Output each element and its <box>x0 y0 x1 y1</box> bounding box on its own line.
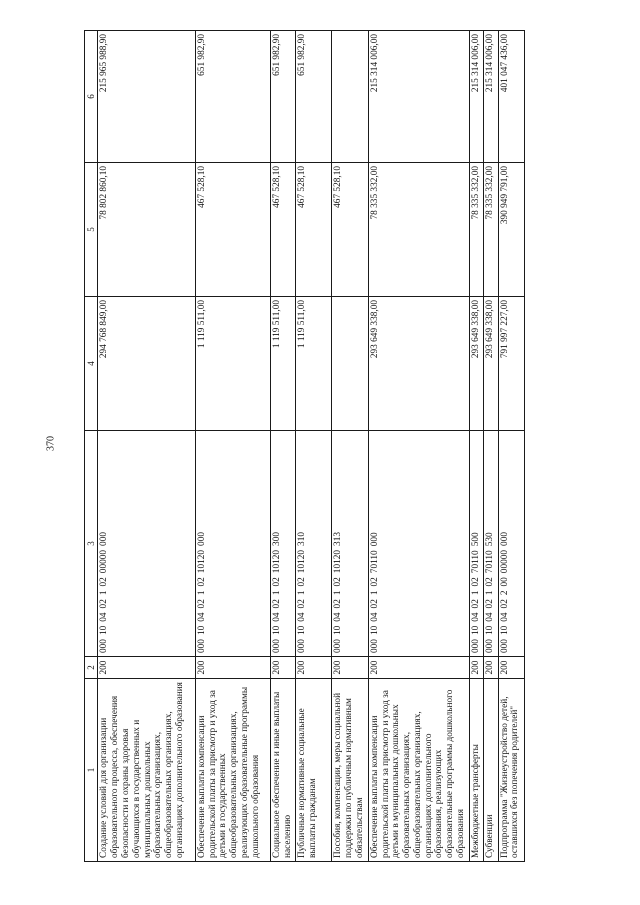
code-segment: 10 <box>499 625 510 636</box>
row-col2: 200 <box>195 657 270 679</box>
row-code <box>98 431 195 657</box>
code-segment: 02 <box>485 599 496 609</box>
row-col6 <box>332 31 369 163</box>
code-segment: 04 <box>471 612 482 622</box>
row-name: Обеспечение выплаты компенсации родительской платы за присмотр и уход за детьми в муниципальных дошкольных образовательных организациях, общеобразовательных организациях, организациях дополнительного образования, реализующих образовательные программы дошкольного образования <box>368 679 469 862</box>
row-col4 <box>332 297 369 431</box>
column-header-2: 2 <box>85 657 98 679</box>
code-segment: 10120 <box>196 549 207 574</box>
table-row <box>498 31 524 862</box>
row-col5: 467 528,10 <box>195 163 270 297</box>
code-segment: 02 <box>296 577 307 587</box>
column-header-6: 6 <box>85 31 98 163</box>
row-col4: 293 649 338,00 <box>484 297 498 431</box>
code-segment: 02 <box>471 577 482 587</box>
row-col6: 651 982,90 <box>195 31 270 163</box>
code-segment: 00000 <box>499 549 510 574</box>
column-header-1: 1 <box>85 679 98 862</box>
column-header-5: 5 <box>85 163 98 297</box>
code-segment: 70110 <box>485 550 496 574</box>
code-segment: 02 <box>471 599 482 609</box>
row-col2: 200 <box>484 657 498 679</box>
code-segment: 00000 <box>99 549 110 574</box>
row-col2: 200 <box>470 657 484 679</box>
code-segment: 02 <box>99 599 110 609</box>
code-segment: 02 <box>271 599 282 609</box>
table-row <box>484 31 498 862</box>
code-segment: 04 <box>296 612 307 622</box>
row-name: Подпрограмма "Жизнеустройство детей, оставшихся без попечения родителей" <box>498 679 524 862</box>
row-col4: 791 997 227,00 <box>498 297 524 431</box>
code-segment: 000 <box>196 639 207 653</box>
row-name: Публичные нормативные социальные выплаты гражданам <box>295 679 332 862</box>
code-segment: 10120 <box>296 549 307 574</box>
table-header-row <box>85 31 98 862</box>
code-segment: 000 <box>471 639 482 653</box>
row-code <box>470 431 484 657</box>
code-segment: 1 <box>471 590 482 596</box>
code-segment: 02 <box>369 599 380 609</box>
table-row <box>368 31 469 862</box>
row-code <box>484 431 498 657</box>
row-col4: 293 649 338,00 <box>368 297 469 431</box>
code-segment: 02 <box>369 577 380 587</box>
column-header-4: 4 <box>85 297 98 431</box>
code-segment: 70110 <box>471 550 482 574</box>
row-code <box>498 431 524 657</box>
row-code <box>332 431 369 657</box>
code-segment: 000 <box>196 532 207 546</box>
row-col5: 78 802 860,10 <box>98 163 195 297</box>
code-segment: 000 <box>99 639 110 653</box>
code-segment: 02 <box>333 599 344 609</box>
row-name: Пособия, компенсации, меры социальной поддержки по публичным нормативным обязательствам <box>332 679 369 862</box>
code-segment: 10 <box>99 625 110 636</box>
row-col5: 467 528,10 <box>332 163 369 297</box>
table-row <box>332 31 369 862</box>
code-segment: 02 <box>196 599 207 609</box>
code-segment: 300 <box>271 532 282 546</box>
code-segment: 10 <box>271 625 282 636</box>
row-col4: 1 119 511,00 <box>270 297 295 431</box>
code-segment: 04 <box>196 612 207 622</box>
row-col6: 215 314 006,00 <box>470 31 484 163</box>
code-segment: 500 <box>471 532 482 547</box>
code-segment: 530 <box>485 532 496 547</box>
row-col5: 78 335 332,00 <box>484 163 498 297</box>
row-name: Субвенции <box>484 679 498 862</box>
code-segment: 000 <box>369 639 380 653</box>
code-segment: 1 <box>333 590 344 596</box>
code-segment: 04 <box>499 612 510 622</box>
code-segment: 04 <box>485 612 496 622</box>
code-segment: 10 <box>333 625 344 636</box>
code-segment: 10 <box>485 625 496 636</box>
code-segment: 1 <box>271 590 282 596</box>
row-col6: 401 047 436,00 <box>498 31 524 163</box>
code-segment: 10120 <box>271 549 282 574</box>
code-segment: 10 <box>196 625 207 636</box>
row-code <box>368 431 469 657</box>
row-name: Социальное обеспечение и иные выплаты населению <box>270 679 295 862</box>
row-col2: 200 <box>368 657 469 679</box>
code-segment: 02 <box>499 599 510 609</box>
code-segment: 000 <box>499 532 510 546</box>
row-col4: 1 119 511,00 <box>295 297 332 431</box>
table-row <box>470 31 484 862</box>
row-name: Создание условий для организации образовательного процесса, обеспечения безопасности и охраны здоровья обучающихся в государственных и муниципальных дошкольных образовательных организациях, общеобразовательных организациях, организациях дополнительного образования <box>98 679 195 862</box>
code-segment: 10 <box>369 625 380 636</box>
code-segment: 04 <box>271 612 282 622</box>
row-col2: 200 <box>98 657 195 679</box>
table-row <box>295 31 332 862</box>
code-segment: 02 <box>196 577 207 587</box>
row-col6: 215 314 006,00 <box>368 31 469 163</box>
page-number: 370 <box>45 436 57 451</box>
code-segment: 04 <box>333 612 344 622</box>
row-code <box>270 431 295 657</box>
row-name: Обеспечение выплаты компенсации родительской платы за присмотр и уход за детьми в государственных общеобразовательных организациях, реализующих образовательные программы дошкольного образования <box>195 679 270 862</box>
row-col6: 651 982,90 <box>295 31 332 163</box>
code-segment: 04 <box>99 612 110 622</box>
row-col5: 78 335 332,00 <box>368 163 469 297</box>
row-col6: 215 314 006,00 <box>484 31 498 163</box>
row-col4: 294 768 849,00 <box>98 297 195 431</box>
table-row <box>270 31 295 862</box>
row-col2: 200 <box>295 657 332 679</box>
code-segment: 04 <box>369 612 380 622</box>
row-col4: 1 119 511,00 <box>195 297 270 431</box>
row-col2: 200 <box>270 657 295 679</box>
table-body <box>98 31 525 862</box>
code-segment: 10120 <box>333 549 344 574</box>
row-col5: 467 528,10 <box>270 163 295 297</box>
budget-table <box>84 30 525 862</box>
row-col2: 200 <box>332 657 369 679</box>
code-segment: 1 <box>196 590 207 596</box>
code-segment: 2 <box>499 590 510 596</box>
code-segment: 02 <box>296 599 307 609</box>
row-col5: 390 949 791,00 <box>498 163 524 297</box>
code-segment: 02 <box>99 577 110 587</box>
code-segment: 1 <box>485 590 496 596</box>
code-segment: 1 <box>369 590 380 596</box>
row-code <box>195 431 270 657</box>
row-col6: 215 965 988,90 <box>98 31 195 163</box>
code-segment: 02 <box>485 577 496 587</box>
code-segment: 10 <box>296 625 307 636</box>
code-segment: 10 <box>471 625 482 636</box>
code-segment: 000 <box>296 639 307 653</box>
code-segment: 02 <box>271 577 282 587</box>
row-col4: 293 649 338,00 <box>470 297 484 431</box>
row-col5: 467 528,10 <box>295 163 332 297</box>
row-name: Межбюджетные трансферты <box>470 679 484 862</box>
code-segment: 1 <box>296 590 307 596</box>
row-code <box>295 431 332 657</box>
code-segment: 000 <box>485 639 496 653</box>
code-segment: 00 <box>499 577 510 587</box>
row-col5: 78 335 332,00 <box>470 163 484 297</box>
budget-table-container <box>84 31 525 862</box>
code-segment: 70110 <box>369 550 380 574</box>
row-col2: 200 <box>498 657 524 679</box>
table-row <box>195 31 270 862</box>
code-segment: 000 <box>499 639 510 653</box>
code-segment: 310 <box>296 532 307 546</box>
row-col6: 651 982,90 <box>270 31 295 163</box>
code-segment: 000 <box>99 532 110 546</box>
code-segment: 02 <box>333 577 344 587</box>
code-segment: 1 <box>99 590 110 596</box>
code-segment: 000 <box>333 639 344 653</box>
table-row <box>98 31 195 862</box>
code-segment: 313 <box>333 532 344 546</box>
code-segment: 000 <box>369 532 380 547</box>
column-header-3: 3 <box>85 431 98 657</box>
code-segment: 000 <box>271 639 282 653</box>
